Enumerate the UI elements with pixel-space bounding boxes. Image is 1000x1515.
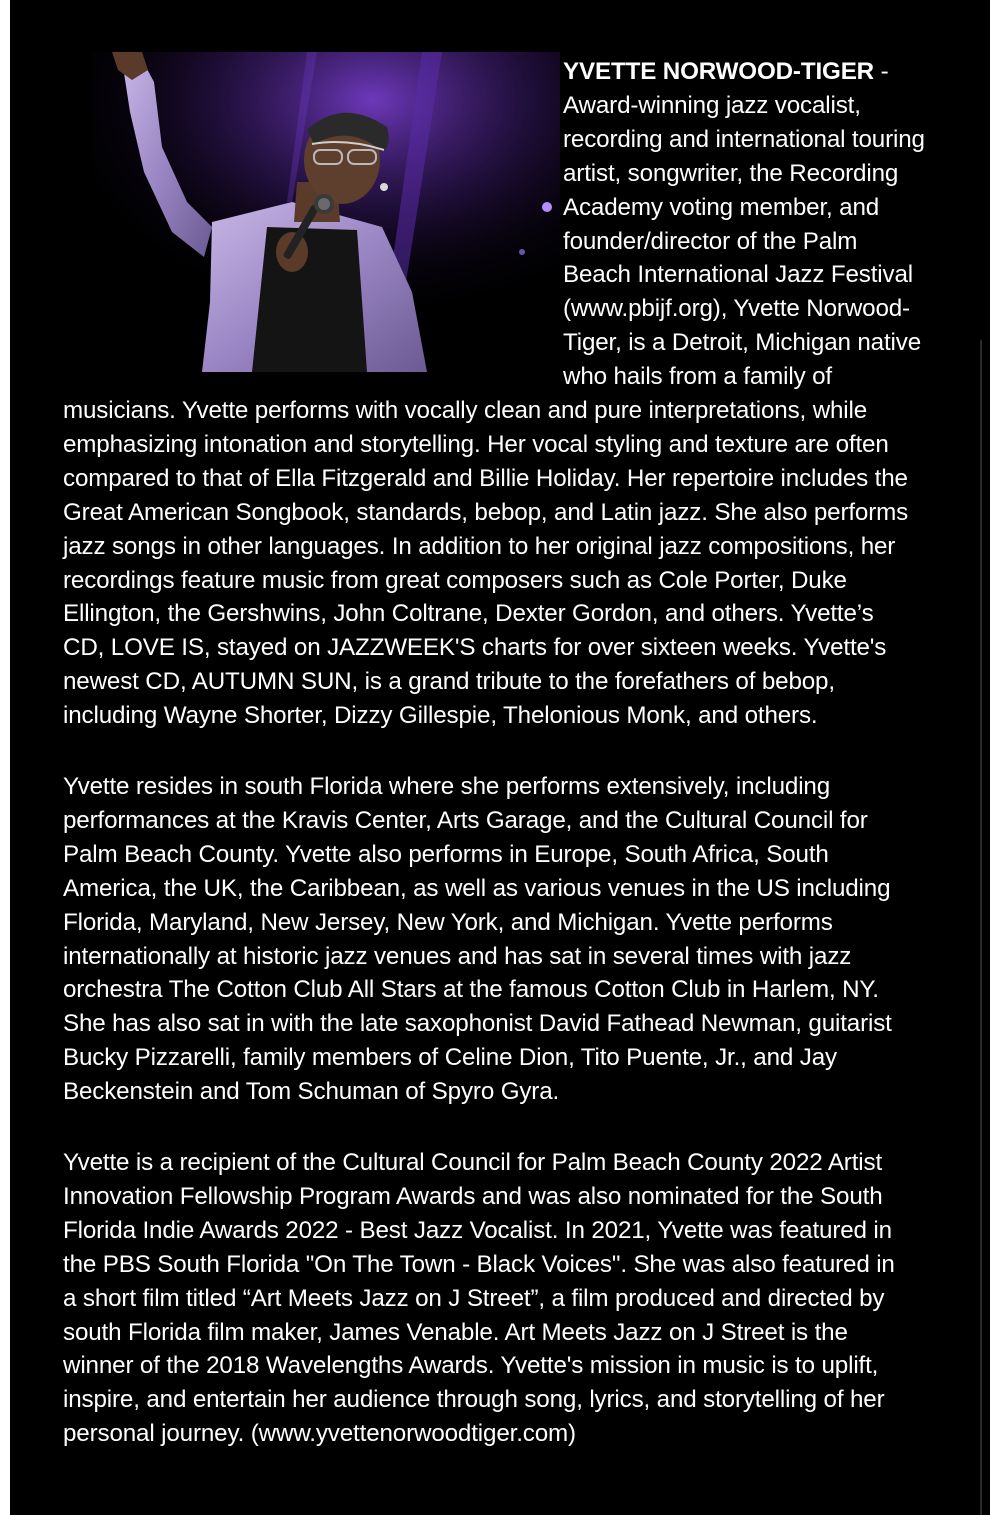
intro-line: Award-winning jazz vocalist,	[563, 91, 861, 119]
bio-paragraph-3	[63, 1146, 895, 1451]
paragraph-line: compared to that of Ella Fitzgerald and Billie Holiday. Her repertoire includes the	[63, 464, 908, 492]
intro-line: founder/director of the Palm	[563, 227, 858, 255]
artist-name-suffix: -	[874, 58, 889, 85]
paragraph-line: Palm Beach County. Yvette also performs in Europe, South Africa, South	[63, 840, 829, 868]
paragraph-line: She has also sat in with the late saxophonist David Fathead Newman, guitarist	[63, 1010, 892, 1038]
intro-line: recording and international touring	[563, 125, 925, 153]
paragraph-line: Great American Songbook, standards, bebop, and Latin jazz. She also performs	[63, 498, 909, 526]
paragraph-line: Florida, Maryland, New Jersey, New York, and Michigan. Yvette performs	[63, 908, 833, 936]
paragraph-line: inspire, and entertain her audience through song, lyrics, and storytelling of her	[63, 1386, 885, 1414]
paragraph-line: personal journey. (www.yvettenorwoodtiger.com)	[63, 1420, 576, 1448]
bio-paragraph-1	[63, 394, 908, 733]
paragraph-line: Yvette is a recipient of the Cultural Council for Palm Beach County 2022 Artist	[63, 1149, 883, 1176]
intro-line: Academy voting member, and	[563, 193, 880, 221]
paragraph-line: emphasizing intonation and storytelling. Her vocal styling and texture are often	[63, 430, 889, 458]
paragraph-line: newest CD, AUTUMN SUN, is a grand tribute to the forefathers of bebop,	[63, 668, 835, 696]
paragraph-line: America, the UK, the Caribbean, as well as various venues in the US including	[63, 874, 891, 902]
paragraph-line: Beckenstein and Tom Schuman of Spyro Gyra.	[63, 1078, 560, 1106]
paragraph-line: Bucky Pizzarelli, family members of Celine Dion, Tito Puente, Jr., and Jay	[63, 1044, 837, 1072]
bio-paragraph-2	[63, 770, 892, 1109]
intro-line: who hails from a family of	[563, 363, 832, 391]
paragraph-line: internationally at historic jazz venues and has sat in several times with jazz	[63, 942, 852, 970]
artist-photo	[92, 52, 560, 372]
intro-line: Tiger, is a Detroit, Michigan native	[563, 329, 922, 357]
paragraph-line: CD, LOVE IS, stayed on JAZZWEEK'S charts for over sixteen weeks. Yvette's	[63, 634, 887, 662]
paragraph-line: performances at the Kravis Center, Arts Garage, and the Cultural Council for	[63, 806, 868, 834]
artist-name: YVETTE NORWOOD-TIGER	[563, 58, 875, 85]
paragraph-line: including Wayne Shorter, Dizzy Gillespie, Thelonious Monk, and others.	[63, 702, 818, 730]
artist-name-line	[563, 55, 925, 89]
intro-block	[563, 55, 925, 394]
paragraph-line: Innovation Fellowship Program Awards and was also nominated for the South	[63, 1182, 883, 1210]
paragraph-line: Ellington, the Gershwins, John Coltrane, Dexter Gordon, and others. Yvette’s	[63, 600, 874, 628]
artist-photo-illustration	[92, 52, 560, 372]
paragraph-line: a short film titled “Art Meets Jazz on J Street”, a film produced and directed by	[63, 1284, 885, 1312]
paragraph-line: jazz songs in other languages. In addition to her original jazz compositions, her	[63, 532, 896, 560]
intro-line: Beach International Jazz Festival	[563, 261, 913, 289]
paragraph-line: orchestra The Cotton Club All Stars at the famous Cotton Club in Harlem, NY.	[63, 976, 879, 1004]
paragraph-line: recordings feature music from great composers such as Cole Porter, Duke	[63, 566, 847, 594]
scroll-edge	[980, 340, 982, 1515]
paragraph-line: the PBS South Florida "On The Town - Black Voices". She was also featured in	[63, 1250, 895, 1278]
paragraph-line: Florida Indie Awards 2022 - Best Jazz Vocalist. In 2021, Yvette was featured in	[63, 1216, 892, 1244]
intro-line: (www.pbijf.org), Yvette Norwood-	[563, 295, 910, 323]
paragraph-line: south Florida film maker, James Venable. Art Meets Jazz on J Street is the	[63, 1318, 848, 1346]
intro-line: artist, songwriter, the Recording	[563, 159, 899, 187]
paragraph-line: Yvette resides in south Florida where she performs extensively, including	[63, 773, 831, 800]
paragraph-line: winner of the 2018 Wavelengths Awards. Yvette's mission in music is to uplift,	[63, 1352, 879, 1380]
paragraph-line: musicians. Yvette performs with vocally clean and pure interpretations, while	[63, 397, 868, 424]
